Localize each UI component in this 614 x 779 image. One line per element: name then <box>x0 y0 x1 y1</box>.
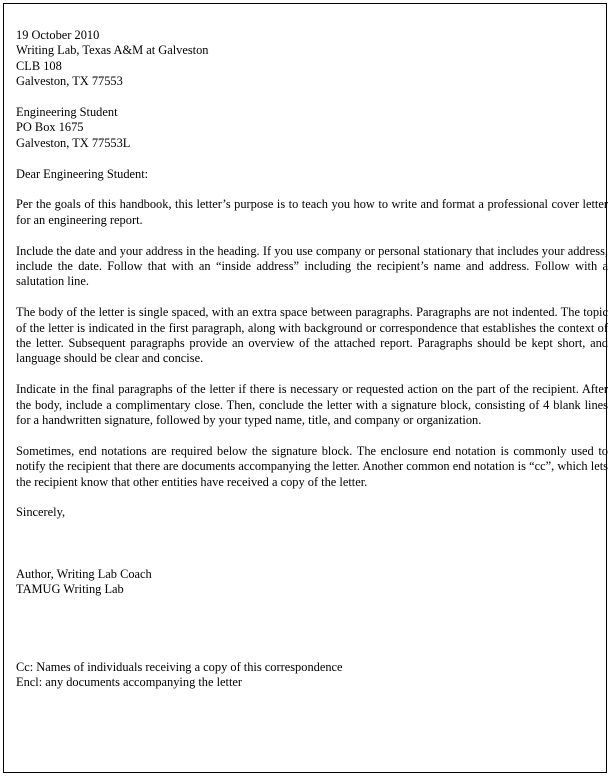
letter-date: 19 October 2010 <box>16 28 100 42</box>
cc-notation: Cc: Names of individuals receiving a copy of this correspondence <box>16 659 343 674</box>
sender-city: Galveston, TX 77553 <box>16 74 123 89</box>
sender-room: CLB 108 <box>16 58 62 73</box>
recipient-name: Engineering Student <box>16 105 118 120</box>
salutation: Dear Engineering Student: <box>16 166 149 181</box>
signature-block <box>16 567 608 598</box>
signature-space <box>16 521 608 567</box>
recipient-po-box: PO Box 1675 <box>16 120 84 135</box>
body-paragraph-heading: Include the date and your address in the heading. If you use company or personal stationary that includes your address, include the date. Follow that with an “inside address” including the recipient’s name and address. Follow with a salutation line. <box>16 243 608 289</box>
end-notations <box>16 660 608 691</box>
enclosure-notation: Encl: any documents accompanying the letter <box>16 675 243 690</box>
body-paragraph-purpose: Per the goals of this handbook, this letter’s purpose is to teach you how to write and format a professional cover letter for an engineering report. <box>16 197 608 227</box>
recipient-city: Galveston, TX 77553L <box>16 135 131 150</box>
inside-address <box>16 105 608 151</box>
sender-organization: Writing Lab, Texas A&M at Galveston <box>16 43 209 58</box>
signer-name-title: Author, Writing Lab Coach <box>16 566 152 581</box>
cover-letter <box>16 28 608 691</box>
salutation-line <box>16 167 608 182</box>
body-paragraph-notations: Sometimes, end notations are required below the signature block. The enclosure end notation is commonly used to notify the recipient that there are documents accompanying the letter. Another common end notation is “cc”, which lets the recipient know that other entities have received a copy of the letter. <box>16 443 608 489</box>
letter-page-frame <box>3 3 607 773</box>
body-paragraph-closing: Indicate in the final paragraphs of the letter if there is necessary or requested action on the part of the recipient. After the body, include a complimentary close. Then, conclude the letter with a signature block, consisting of 4 blank lines for a handwritten signature, followed by your typed name, title, and company or organization. <box>16 382 608 428</box>
letter-heading <box>16 28 608 90</box>
body-paragraph-body: The body of the letter is single spaced, with an extra space between paragraphs. Paragraphs are not indented. The topic of the letter is indicated in the first paragraph, along with background or correspondence that establishes the context of the letter. Subsequent paragraphs provide an overview of the attached report. Paragraphs should be kept short, and language should be clear and concise. <box>16 305 608 366</box>
complimentary-close: Sincerely, <box>16 505 66 520</box>
signer-organization: TAMUG Writing Lab <box>16 582 124 597</box>
notation-space <box>16 598 608 660</box>
